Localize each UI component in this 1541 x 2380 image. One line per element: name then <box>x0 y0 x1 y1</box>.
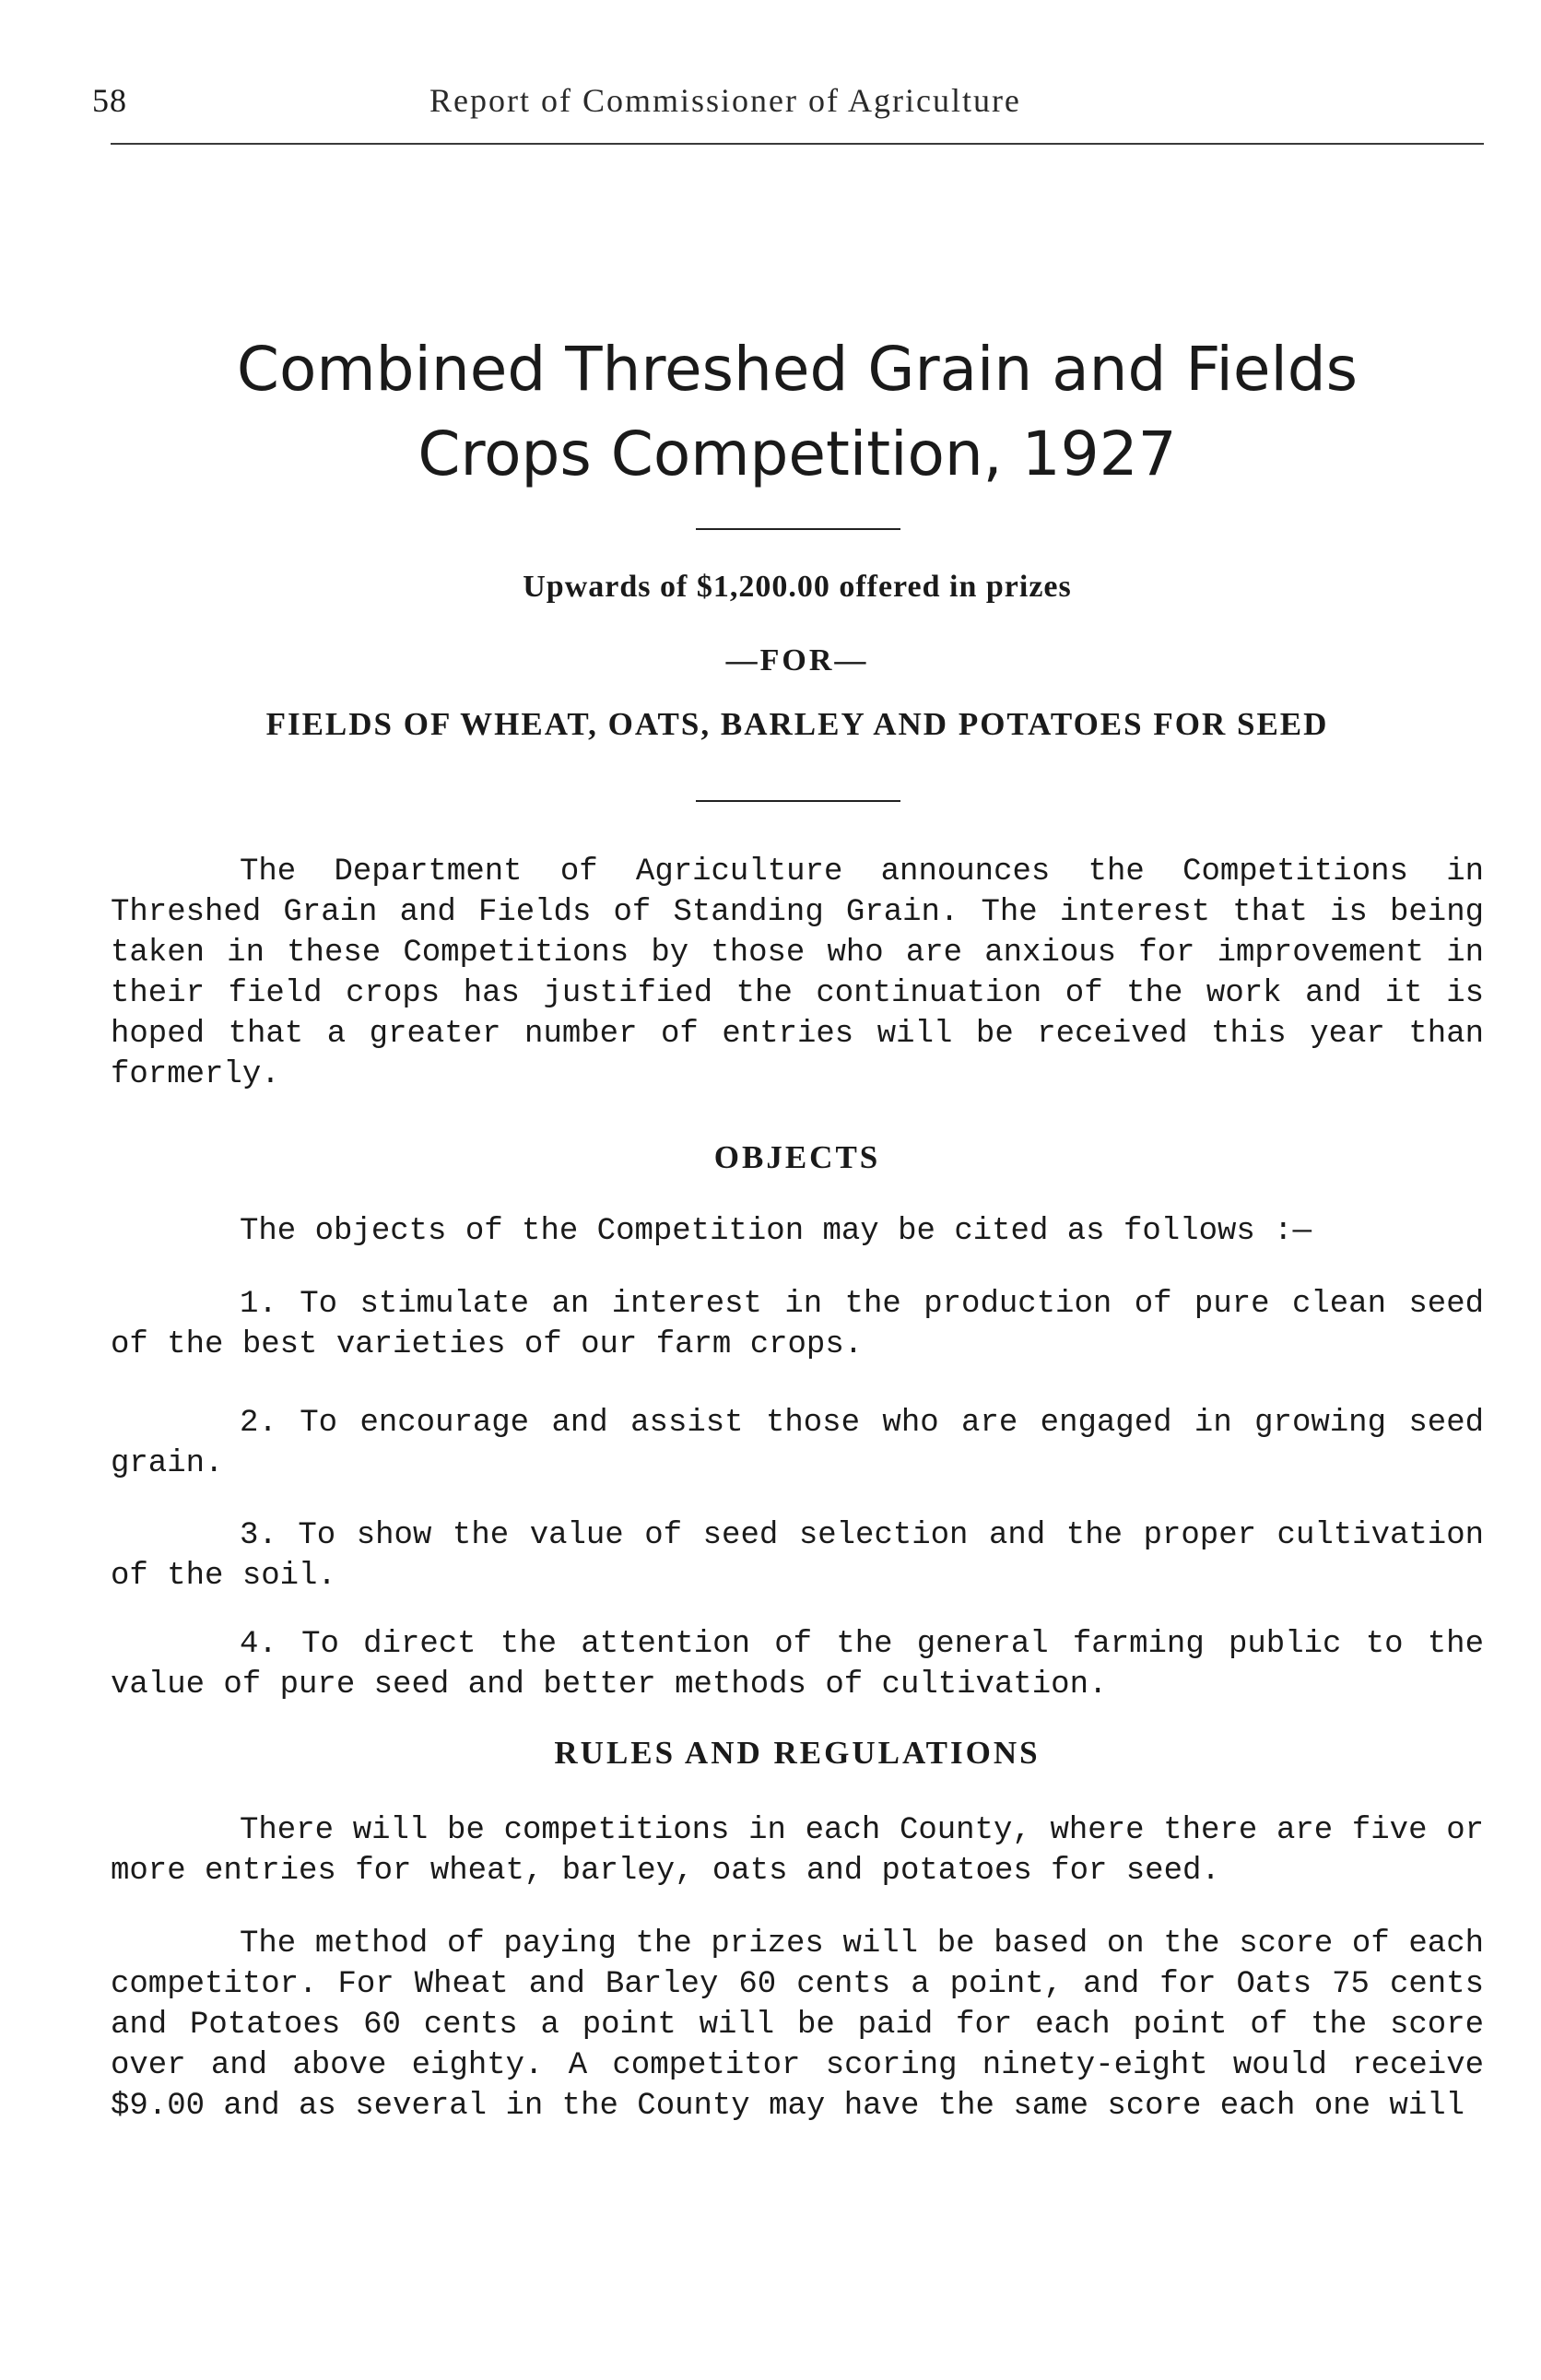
object-item <box>111 1515 1484 1596</box>
object-item <box>111 1624 1484 1705</box>
header-rule <box>111 143 1484 145</box>
object-item-4-text: 4. To direct the attention of the general farming public to the value of pure seed and better methods of cultivation. <box>111 1627 1484 1703</box>
subtitle-divider <box>696 800 900 802</box>
object-item <box>111 1403 1484 1484</box>
object-item-3-text: 3. To show the value of seed selection and the proper cultivation of the soil. <box>111 1518 1484 1594</box>
for-line: —FOR— <box>725 643 869 677</box>
intro-paragraph <box>111 852 1484 1095</box>
rules-heading: RULES AND REGULATIONS <box>554 1735 1041 1771</box>
title-line-2: Crops Competition, 1927 <box>418 418 1177 489</box>
objects-intro-text: The objects of the Competition may be cited as follows :— <box>240 1214 1312 1249</box>
object-item <box>111 1284 1484 1365</box>
title-divider <box>696 528 900 530</box>
title-line-1: Combined Threshed Grain and Fields <box>236 334 1359 405</box>
running-header <box>92 81 1486 136</box>
objects-intro <box>111 1211 1484 1252</box>
objects-heading: OBJECTS <box>713 1139 881 1175</box>
rules-paragraph <box>111 1810 1484 1891</box>
rules-paragraph-1-text: There will be competitions in each County, where there are five or more entries for wheat, barley, oats and potatoes for seed. <box>111 1813 1484 1889</box>
page-title <box>111 327 1484 497</box>
rules-paragraph-2-text: The method of paying the prizes will be based on the score of each competitor. For Wheat and Barley 60 cents a point, and for Oats 75 cents and Potatoes 60 cents a point will be paid for each point of the score over and above eighty. A competitor scoring ninety-eight would receive $9.00 and as several in the County may have the same score each one will <box>111 1926 1484 2124</box>
prize-amount-line: Upwards of $1,200.00 offered in prizes <box>523 570 1072 604</box>
object-item-1-text: 1. To stimulate an interest in the production of pure clean seed of the best varieties of our farm crops. <box>111 1287 1484 1362</box>
object-item-2-text: 2. To encourage and assist those who are engaged in growing seed grain. <box>111 1406 1484 1481</box>
intro-text: The Department of Agriculture announces the Competitions in Threshed Grain and Fields of Standing Grain. The interest that is being taken in these Competitions by those who are anxious for improvement in their field crops has justified the continuation of the work and it is hoped that a greater number of entries will be received this year than formerly. <box>111 854 1484 1092</box>
fields-heading: FIELDS OF WHEAT, OATS, BARLEY AND POTATOES FOR SEED <box>265 706 1329 742</box>
page-number: 58 <box>92 82 127 119</box>
running-title: Report of Commissioner of Agriculture <box>429 82 1021 119</box>
rules-paragraph <box>111 1924 1484 2127</box>
